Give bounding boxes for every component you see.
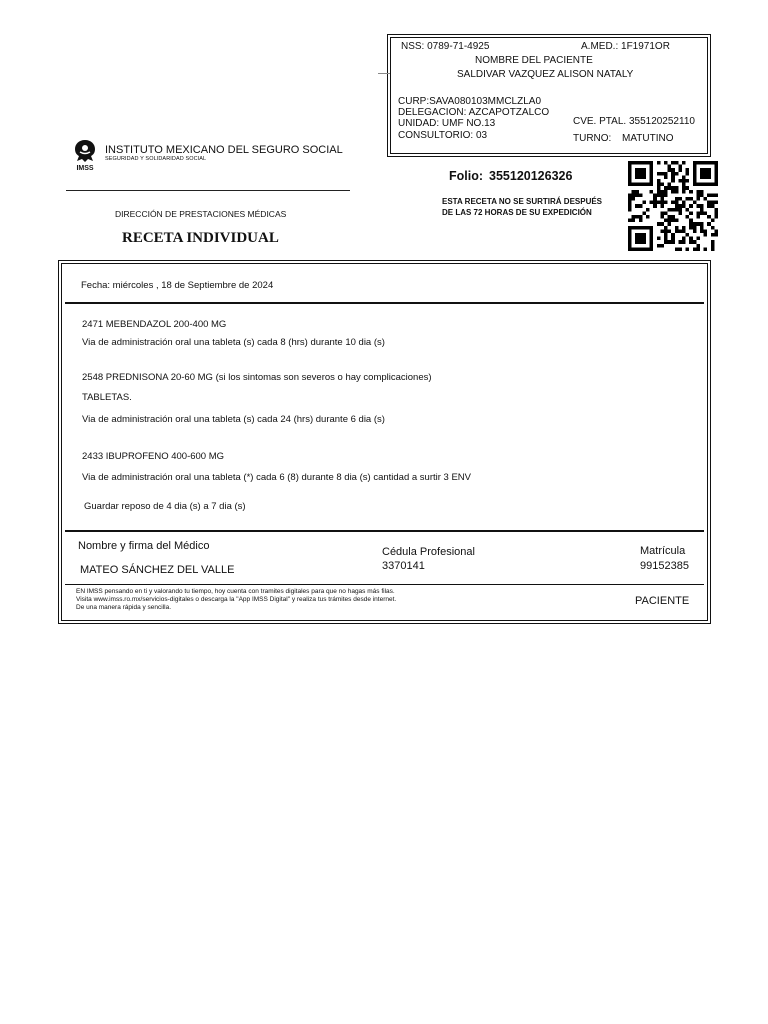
unidad: UNIDAD: UMF NO.13 bbox=[398, 118, 496, 129]
doctor-name-label: Nombre y firma del Médico bbox=[78, 540, 210, 552]
consultorio: CONSULTORIO: 03 bbox=[398, 130, 488, 141]
rx-line: 2433 IBUPROFENO 400-600 MG bbox=[82, 451, 225, 462]
warning-line-2: DE LAS 72 HORAS DE SU EXPEDICIÓN bbox=[442, 208, 592, 217]
copy-label: PACIENTE bbox=[635, 595, 690, 607]
rx-line: Via de administración oral una tableta (*) cada 6 (8) durante 8 dia (s) cantidad a surtir 3 ENV bbox=[82, 472, 472, 483]
turno-label: TURNO: bbox=[573, 133, 612, 144]
footer-note-3: De una manera rápida y sencilla. bbox=[76, 604, 172, 611]
footer-rule bbox=[65, 584, 704, 585]
fecha-rule bbox=[65, 302, 704, 304]
patient-name: SALDIVAR VAZQUEZ ALISON NATALY bbox=[457, 69, 634, 80]
rx-line: Via de administración oral una tableta (s) cada 24 (hrs) durante 6 dia (s) bbox=[82, 414, 385, 425]
logo-text: IMSS bbox=[76, 165, 94, 171]
rx-line: Guardar reposo de 4 dia (s) a 7 dia (s) bbox=[84, 501, 246, 512]
qr-code-icon bbox=[628, 161, 718, 251]
curp: CURP:SAVA080103MMCLZLA0 bbox=[398, 96, 542, 107]
turno: MATUTINO bbox=[622, 133, 674, 144]
footer-note-2: Visita www.imss.ro.mx/servicios-digitales o descarga la "App IMSS Digital" y realiza tus trámites desde internet. bbox=[76, 596, 397, 603]
doctor-rule bbox=[65, 530, 704, 532]
imss-eagle-logo bbox=[70, 139, 100, 171]
patient-info-box bbox=[390, 37, 708, 154]
patient-name-label: NOMBRE DEL PACIENTE bbox=[475, 55, 593, 66]
rx-line: Via de administración oral una tableta (s) cada 8 (hrs) durante 10 dia (s) bbox=[82, 337, 385, 348]
institution-subtitle: SEGURIDAD Y SOLIDARIDAD SOCIAL bbox=[105, 156, 207, 162]
cedula: 3370141 bbox=[382, 560, 425, 572]
fecha: Fecha: miércoles , 18 de Septiembre de 2024 bbox=[81, 280, 274, 291]
folio bbox=[449, 169, 572, 183]
divider-stub bbox=[378, 73, 390, 74]
rx-line: 2471 MEBENDAZOL 200-400 MG bbox=[82, 319, 227, 330]
prescription-box bbox=[61, 263, 708, 621]
expiry-warning bbox=[442, 196, 602, 218]
nss: NSS: 0789-71-4925 bbox=[401, 41, 490, 52]
amed: A.MED.: 1F1971OR bbox=[581, 41, 670, 52]
document-title: RECETA INDIVIDUAL bbox=[122, 230, 279, 246]
cedula-label: Cédula Profesional bbox=[382, 546, 475, 558]
department: DIRECCIÓN DE PRESTACIONES MÉDICAS bbox=[115, 209, 287, 219]
warning-line-1: ESTA RECETA NO SE SURTIRÁ DESPUÉS bbox=[442, 197, 603, 206]
footer-note-1: EN IMSS pensando en ti y valorando tu tiempo, hoy cuenta con tramites digitales para que no hagas más filas. bbox=[76, 588, 395, 595]
footer-note bbox=[76, 588, 396, 612]
folio-label: Folio: bbox=[449, 169, 484, 183]
institution-name: INSTITUTO MEXICANO DEL SEGURO SOCIAL bbox=[105, 144, 343, 156]
matricula: 99152385 bbox=[640, 560, 689, 572]
matricula-label: Matrícula bbox=[640, 545, 686, 557]
rx-line: TABLETAS. bbox=[82, 392, 132, 403]
folio-number: 355120126326 bbox=[489, 169, 573, 183]
cve-ptal: CVE. PTAL. 355120252110 bbox=[573, 116, 695, 127]
rx-line: 2548 PREDNISONA 20-60 MG (si los sintomas son severos o hay complicaciones) bbox=[82, 372, 432, 383]
delegacion: DELEGACION: AZCAPOTZALCO bbox=[398, 107, 550, 118]
doctor-name: MATEO SÁNCHEZ DEL VALLE bbox=[80, 564, 235, 576]
header-divider bbox=[66, 190, 350, 191]
